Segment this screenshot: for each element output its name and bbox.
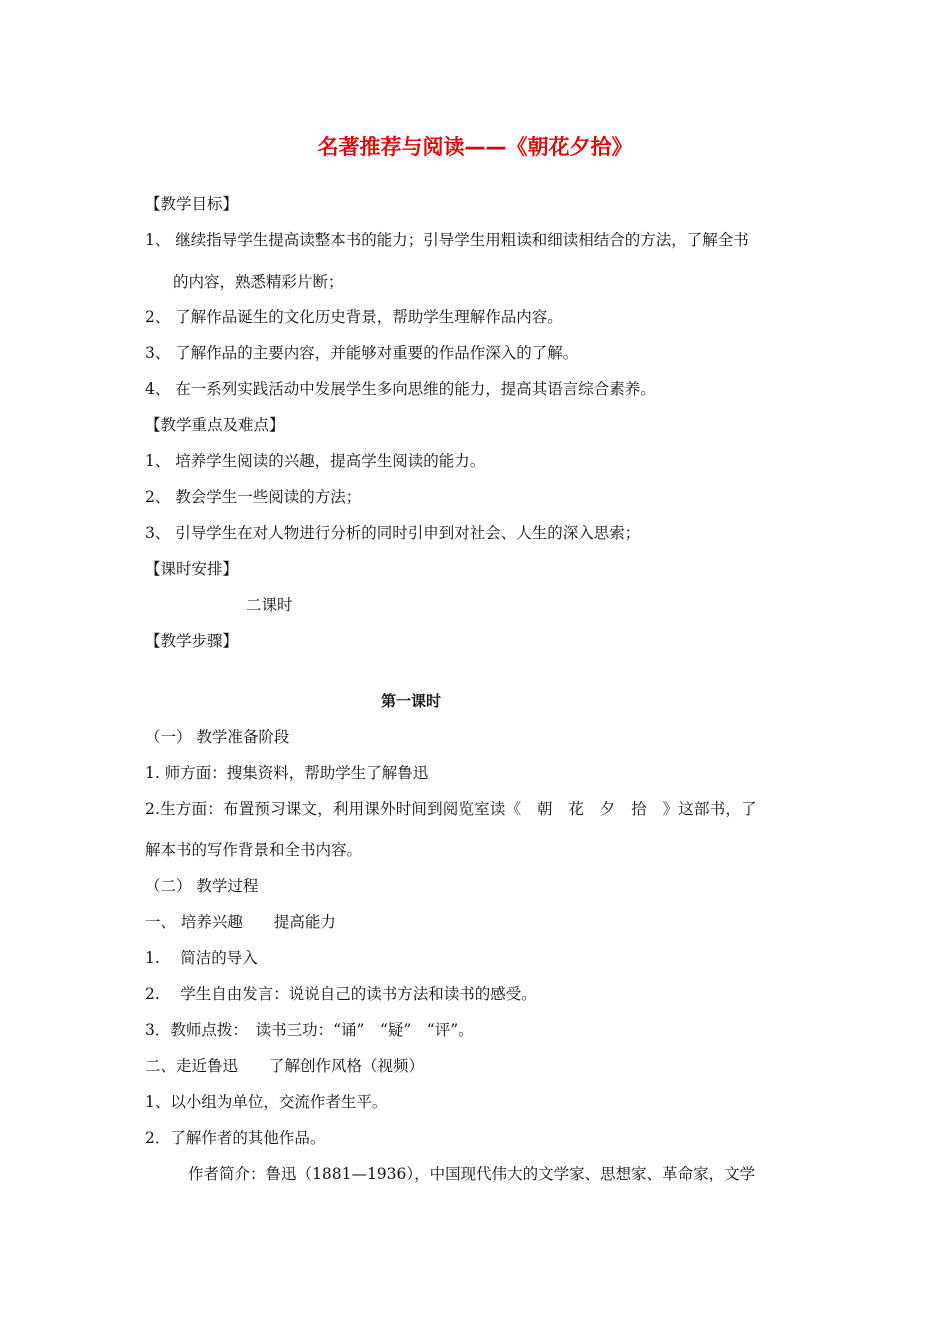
heading-key-points: 【教学重点及难点】 xyxy=(145,416,285,434)
goal-item-1-cont: 的内容，熟悉精彩片断； xyxy=(173,273,344,291)
part-two-item-2: 2．了解作者的其他作品。 xyxy=(145,1129,326,1147)
document-title: 名著推荐与阅读——《朝花夕拾》 xyxy=(317,135,633,159)
part-two-heading: 二、走近鲁迅 了解创作风格（视频） xyxy=(145,1057,425,1075)
key-point-1: 1、 培养学生阅读的兴趣，提高学生阅读的能力。 xyxy=(145,452,486,470)
goal-item-3: 3、 了解作品的主要内容，并能够对重要的作品作深入的了解。 xyxy=(145,344,579,362)
prep-teacher: 1. 师方面：搜集资料，帮助学生了解鲁迅 xyxy=(145,764,429,782)
part-one-item-3: 3．教师点拨： 读书三功：“诵” “疑” “评”。 xyxy=(145,1021,474,1039)
heading-steps: 【教学步骤】 xyxy=(145,632,239,650)
schedule-value: 二课时 xyxy=(246,596,293,614)
stage-process: （二） 教学过程 xyxy=(145,877,259,895)
prep-student: 2.生方面：布置预习课文，利用课外时间到阅览室读《 朝 花 夕 拾 》这部书，了 xyxy=(145,800,757,818)
part-one-heading: 一、 培养兴趣 提高能力 xyxy=(145,913,336,931)
part-one-item-2: 2. 学生自由发言：说说自己的读书方法和读书的感受。 xyxy=(145,985,537,1003)
part-one-item-1: 1. 简洁的导入 xyxy=(145,949,258,967)
heading-schedule: 【课时安排】 xyxy=(145,560,239,578)
stage-preparation: （一） 教学准备阶段 xyxy=(145,728,290,746)
goal-item-2: 2、 了解作品诞生的文化历史背景，帮助学生理解作品内容。 xyxy=(145,308,563,326)
goal-item-4: 4、 在一系列实践活动中发展学生多向思维的能力，提高其语言综合素养。 xyxy=(145,380,656,398)
goal-item-1: 1、 继续指导学生提高读整本书的能力；引导学生用粗读和细读相结合的方法，了解全书 xyxy=(145,231,749,249)
key-point-2: 2、 教会学生一些阅读的方法； xyxy=(145,488,362,506)
key-point-3: 3、 引导学生在对人物进行分析的同时引申到对社会、人生的深入思索； xyxy=(145,524,641,542)
section-first-lesson: 第一课时 xyxy=(380,692,441,710)
author-intro: 作者简介：鲁迅（1881—1936），中国现代伟大的文学家、思想家、革命家，文学 xyxy=(188,1165,756,1183)
prep-student-cont: 解本书的写作背景和全书内容。 xyxy=(145,841,363,859)
part-two-item-1: 1、以小组为单位，交流作者生平。 xyxy=(145,1093,388,1111)
heading-teaching-goals: 【教学目标】 xyxy=(145,195,239,213)
